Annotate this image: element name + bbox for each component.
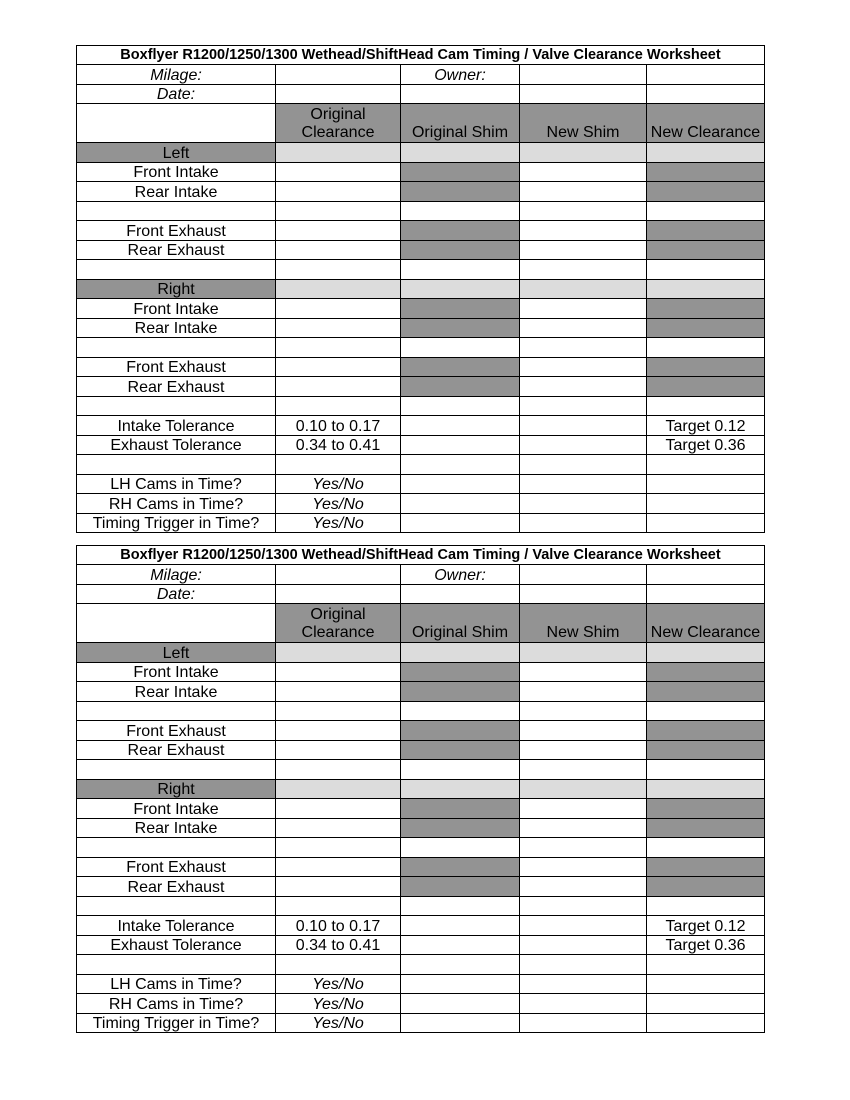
- row-label-right-rear-intake: Rear Intake: [77, 818, 276, 838]
- row-label-right-front-intake: Front Intake: [77, 299, 276, 319]
- rh-cams-value[interactable]: Yes/No: [276, 994, 401, 1014]
- section-band: [276, 643, 401, 663]
- input-cell[interactable]: [520, 162, 647, 182]
- input-cell[interactable]: [520, 221, 647, 241]
- row-label-right-rear-exhaust: Rear Exhaust: [77, 377, 276, 397]
- header-new-shim: New Shim: [520, 604, 647, 643]
- rh-cams-label: RH Cams in Time?: [77, 494, 276, 514]
- blank-cell: [647, 494, 765, 514]
- input-cell[interactable]: [520, 299, 647, 319]
- blank-cell: [520, 935, 647, 955]
- milage-label: Milage:: [77, 65, 276, 85]
- row-label-left-front-intake: Front Intake: [77, 662, 276, 682]
- owner-field-extra[interactable]: [647, 565, 765, 585]
- shaded-cell: [647, 182, 765, 202]
- blank-cell: [647, 584, 765, 604]
- section-band: [520, 143, 647, 163]
- shaded-cell: [647, 662, 765, 682]
- spacer-cell: [276, 201, 401, 221]
- input-cell[interactable]: [520, 182, 647, 202]
- blank-cell: [520, 474, 647, 494]
- row-label-right-front-exhaust: Front Exhaust: [77, 357, 276, 377]
- spacer-cell: [276, 396, 401, 416]
- input-cell[interactable]: [276, 721, 401, 741]
- section-band: [647, 779, 765, 799]
- shaded-cell: [401, 318, 520, 338]
- shaded-cell: [401, 221, 520, 241]
- header-original-clearance: Original Clearance: [276, 104, 401, 143]
- spacer-cell: [647, 760, 765, 780]
- shaded-cell: [401, 299, 520, 319]
- spacer-cell: [401, 396, 520, 416]
- shaded-cell: [647, 162, 765, 182]
- worksheet-title: Boxflyer R1200/1250/1300 Wethead/ShiftHead Cam Timing / Valve Clearance Worksheet: [77, 46, 765, 65]
- input-cell[interactable]: [520, 240, 647, 260]
- timing-trigger-value[interactable]: Yes/No: [276, 1013, 401, 1033]
- input-cell[interactable]: [520, 857, 647, 877]
- blank-cell: [401, 416, 520, 436]
- shaded-cell: [401, 799, 520, 819]
- intake-tolerance-target: Target 0.12: [647, 416, 765, 436]
- header-original-shim: Original Shim: [401, 104, 520, 143]
- worksheet-table: [76, 45, 765, 533]
- input-cell[interactable]: [276, 857, 401, 877]
- intake-tolerance-label: Intake Tolerance: [77, 416, 276, 436]
- shaded-cell: [647, 799, 765, 819]
- shaded-cell: [647, 318, 765, 338]
- spacer-cell: [276, 338, 401, 358]
- shaded-cell: [401, 182, 520, 202]
- spacer-cell: [276, 455, 401, 475]
- spacer-cell: [401, 760, 520, 780]
- input-cell[interactable]: [276, 318, 401, 338]
- spacer-cell: [401, 955, 520, 975]
- date-label: Date:: [77, 84, 276, 104]
- blank-cell: [401, 916, 520, 936]
- spacer-cell: [401, 201, 520, 221]
- shaded-cell: [401, 240, 520, 260]
- shaded-cell: [401, 662, 520, 682]
- section-band: [520, 279, 647, 299]
- spacer-cell: [401, 701, 520, 721]
- blank-cell: [520, 435, 647, 455]
- intake-tolerance-label: Intake Tolerance: [77, 916, 276, 936]
- date-field[interactable]: [276, 84, 401, 104]
- header-blank: [77, 604, 276, 643]
- input-cell[interactable]: [276, 162, 401, 182]
- date-label: Date:: [77, 584, 276, 604]
- shaded-cell: [647, 357, 765, 377]
- worksheet-2: [76, 545, 764, 1033]
- shaded-cell: [401, 857, 520, 877]
- shaded-cell: [401, 357, 520, 377]
- row-label-left-rear-exhaust: Rear Exhaust: [77, 740, 276, 760]
- timing-trigger-value[interactable]: Yes/No: [276, 513, 401, 533]
- lh-cams-label: LH Cams in Time?: [77, 974, 276, 994]
- shaded-cell: [647, 221, 765, 241]
- timing-trigger-label: Timing Trigger in Time?: [77, 1013, 276, 1033]
- date-field-extra[interactable]: [401, 584, 520, 604]
- row-label-right-rear-exhaust: Rear Exhaust: [77, 877, 276, 897]
- shaded-cell: [401, 682, 520, 702]
- shaded-cell: [647, 877, 765, 897]
- section-right-label: Right: [77, 779, 276, 799]
- spacer-cell: [77, 760, 276, 780]
- blank-cell: [647, 84, 765, 104]
- spacer-cell: [647, 896, 765, 916]
- input-cell[interactable]: [276, 799, 401, 819]
- spacer-cell: [520, 338, 647, 358]
- date-field[interactable]: [276, 584, 401, 604]
- input-cell[interactable]: [520, 357, 647, 377]
- section-right-label: Right: [77, 279, 276, 299]
- section-band: [647, 279, 765, 299]
- spacer-cell: [77, 896, 276, 916]
- spacer-cell: [77, 838, 276, 858]
- shaded-cell: [401, 818, 520, 838]
- row-label-right-front-exhaust: Front Exhaust: [77, 857, 276, 877]
- input-cell[interactable]: [520, 318, 647, 338]
- timing-trigger-label: Timing Trigger in Time?: [77, 513, 276, 533]
- section-band: [401, 779, 520, 799]
- spacer-cell: [401, 838, 520, 858]
- section-band: [647, 143, 765, 163]
- header-original-clearance: Original Clearance: [276, 604, 401, 643]
- owner-field[interactable]: [520, 565, 647, 585]
- input-cell[interactable]: [520, 377, 647, 397]
- lh-cams-value[interactable]: Yes/No: [276, 474, 401, 494]
- spacer-cell: [401, 260, 520, 280]
- spacer-cell: [647, 701, 765, 721]
- shaded-cell: [647, 740, 765, 760]
- intake-tolerance-range: 0.10 to 0.17: [276, 916, 401, 936]
- exhaust-tolerance-label: Exhaust Tolerance: [77, 435, 276, 455]
- rh-cams-label: RH Cams in Time?: [77, 994, 276, 1014]
- section-band: [520, 643, 647, 663]
- milage-field[interactable]: [276, 565, 401, 585]
- section-band: [276, 279, 401, 299]
- blank-cell: [520, 494, 647, 514]
- input-cell[interactable]: [276, 877, 401, 897]
- blank-cell: [647, 1013, 765, 1033]
- spacer-cell: [276, 896, 401, 916]
- input-cell[interactable]: [520, 799, 647, 819]
- blank-cell: [401, 474, 520, 494]
- section-band: [276, 779, 401, 799]
- blank-cell: [401, 935, 520, 955]
- row-label-left-rear-intake: Rear Intake: [77, 682, 276, 702]
- input-cell[interactable]: [520, 877, 647, 897]
- exhaust-tolerance-label: Exhaust Tolerance: [77, 935, 276, 955]
- rh-cams-value[interactable]: Yes/No: [276, 494, 401, 514]
- milage-label: Milage:: [77, 565, 276, 585]
- shaded-cell: [401, 721, 520, 741]
- shaded-cell: [647, 377, 765, 397]
- spacer-cell: [647, 201, 765, 221]
- input-cell[interactable]: [520, 682, 647, 702]
- header-original-shim: Original Shim: [401, 604, 520, 643]
- blank-cell: [401, 1013, 520, 1033]
- section-left-label: Left: [77, 643, 276, 663]
- input-cell[interactable]: [276, 221, 401, 241]
- blank-cell: [401, 435, 520, 455]
- spacer-cell: [520, 260, 647, 280]
- worksheet-table: [76, 545, 765, 1033]
- lh-cams-value[interactable]: Yes/No: [276, 974, 401, 994]
- spacer-cell: [276, 701, 401, 721]
- spacer-cell: [276, 838, 401, 858]
- owner-label: Owner:: [401, 565, 520, 585]
- input-cell[interactable]: [276, 740, 401, 760]
- blank-cell: [647, 474, 765, 494]
- blank-cell: [520, 513, 647, 533]
- shaded-cell: [647, 240, 765, 260]
- blank-cell: [647, 994, 765, 1014]
- blank-cell: [401, 494, 520, 514]
- header-blank: [77, 104, 276, 143]
- spacer-cell: [276, 760, 401, 780]
- spacer-cell: [401, 896, 520, 916]
- spacer-cell: [77, 701, 276, 721]
- spacer-cell: [276, 260, 401, 280]
- lh-cams-label: LH Cams in Time?: [77, 474, 276, 494]
- blank-cell: [520, 916, 647, 936]
- input-cell[interactable]: [276, 182, 401, 202]
- owner-field[interactable]: [520, 65, 647, 85]
- owner-label: Owner:: [401, 65, 520, 85]
- section-band: [401, 643, 520, 663]
- spacer-cell: [520, 396, 647, 416]
- intake-tolerance-range: 0.10 to 0.17: [276, 416, 401, 436]
- blank-cell: [520, 974, 647, 994]
- exhaust-tolerance-range: 0.34 to 0.41: [276, 435, 401, 455]
- spacer-cell: [401, 338, 520, 358]
- section-band: [401, 143, 520, 163]
- input-cell[interactable]: [276, 377, 401, 397]
- blank-cell: [401, 994, 520, 1014]
- input-cell[interactable]: [276, 662, 401, 682]
- exhaust-tolerance-target: Target 0.36: [647, 935, 765, 955]
- worksheet-title: Boxflyer R1200/1250/1300 Wethead/ShiftHead Cam Timing / Valve Clearance Worksheet: [77, 546, 765, 565]
- owner-field-extra[interactable]: [647, 65, 765, 85]
- row-label-right-rear-intake: Rear Intake: [77, 318, 276, 338]
- input-cell[interactable]: [276, 299, 401, 319]
- blank-cell: [520, 416, 647, 436]
- shaded-cell: [647, 682, 765, 702]
- input-cell[interactable]: [276, 682, 401, 702]
- spacer-cell: [647, 396, 765, 416]
- row-label-left-front-exhaust: Front Exhaust: [77, 221, 276, 241]
- shaded-cell: [401, 740, 520, 760]
- shaded-cell: [647, 818, 765, 838]
- spacer-cell: [520, 760, 647, 780]
- header-new-clearance: New Clearance: [647, 604, 765, 643]
- spacer-cell: [77, 201, 276, 221]
- spacer-cell: [401, 455, 520, 475]
- spacer-cell: [77, 396, 276, 416]
- section-band: [401, 279, 520, 299]
- input-cell[interactable]: [520, 662, 647, 682]
- exhaust-tolerance-target: Target 0.36: [647, 435, 765, 455]
- row-label-left-front-intake: Front Intake: [77, 162, 276, 182]
- spacer-cell: [520, 201, 647, 221]
- spacer-cell: [647, 338, 765, 358]
- shaded-cell: [647, 857, 765, 877]
- input-cell[interactable]: [276, 240, 401, 260]
- spacer-cell: [520, 955, 647, 975]
- spacer-cell: [77, 455, 276, 475]
- spacer-cell: [647, 838, 765, 858]
- shaded-cell: [401, 377, 520, 397]
- spacer-cell: [520, 701, 647, 721]
- row-label-left-rear-intake: Rear Intake: [77, 182, 276, 202]
- header-new-shim: New Shim: [520, 104, 647, 143]
- section-band: [520, 779, 647, 799]
- shaded-cell: [647, 299, 765, 319]
- header-new-clearance: New Clearance: [647, 104, 765, 143]
- shaded-cell: [401, 877, 520, 897]
- spacer-cell: [647, 260, 765, 280]
- section-band: [276, 143, 401, 163]
- spacer-cell: [520, 896, 647, 916]
- blank-cell: [647, 974, 765, 994]
- section-left-label: Left: [77, 143, 276, 163]
- blank-cell: [401, 513, 520, 533]
- blank-cell: [520, 584, 647, 604]
- blank-cell: [520, 1013, 647, 1033]
- spacer-cell: [276, 955, 401, 975]
- row-label-right-front-intake: Front Intake: [77, 799, 276, 819]
- spacer-cell: [520, 455, 647, 475]
- blank-cell: [401, 974, 520, 994]
- milage-field[interactable]: [276, 65, 401, 85]
- blank-cell: [520, 994, 647, 1014]
- section-band: [647, 643, 765, 663]
- input-cell[interactable]: [520, 721, 647, 741]
- input-cell[interactable]: [276, 818, 401, 838]
- input-cell[interactable]: [520, 818, 647, 838]
- input-cell[interactable]: [276, 357, 401, 377]
- spacer-cell: [647, 955, 765, 975]
- worksheet-1: [76, 45, 764, 533]
- spacer-cell: [77, 260, 276, 280]
- spacer-cell: [647, 455, 765, 475]
- spacer-cell: [77, 955, 276, 975]
- intake-tolerance-target: Target 0.12: [647, 916, 765, 936]
- date-field-extra[interactable]: [401, 84, 520, 104]
- blank-cell: [647, 513, 765, 533]
- shaded-cell: [401, 162, 520, 182]
- row-label-left-front-exhaust: Front Exhaust: [77, 721, 276, 741]
- blank-cell: [520, 84, 647, 104]
- spacer-cell: [520, 838, 647, 858]
- shaded-cell: [647, 721, 765, 741]
- input-cell[interactable]: [520, 740, 647, 760]
- exhaust-tolerance-range: 0.34 to 0.41: [276, 935, 401, 955]
- spacer-cell: [77, 338, 276, 358]
- row-label-left-rear-exhaust: Rear Exhaust: [77, 240, 276, 260]
